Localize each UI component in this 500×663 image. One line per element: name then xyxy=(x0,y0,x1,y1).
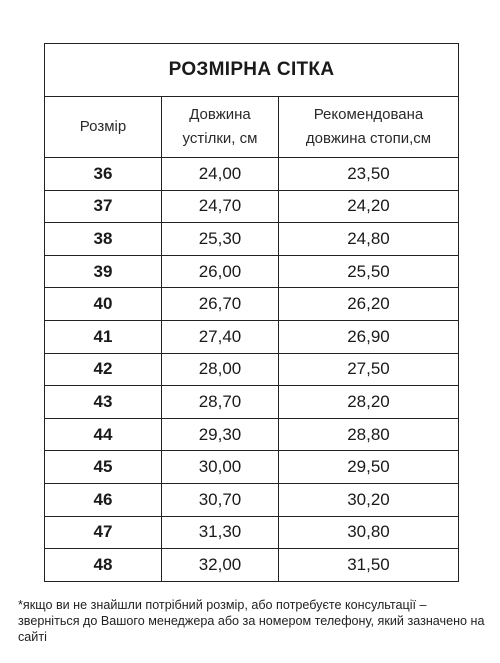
table-row xyxy=(45,288,459,321)
header-insole-length xyxy=(162,97,279,158)
table-header-row xyxy=(45,97,459,158)
insole-cell: 30,70 xyxy=(162,483,279,516)
size-cell: 46 xyxy=(45,483,162,516)
header-insole-line1: Довжина xyxy=(189,106,251,123)
table-row xyxy=(45,158,459,191)
size-chart-table xyxy=(44,43,459,582)
insole-cell: 26,00 xyxy=(162,255,279,288)
table-row xyxy=(45,483,459,516)
insole-cell: 24,00 xyxy=(162,158,279,191)
insole-cell: 27,40 xyxy=(162,320,279,353)
size-cell: 42 xyxy=(45,353,162,386)
insole-cell: 28,00 xyxy=(162,353,279,386)
foot-cell: 30,20 xyxy=(279,483,459,516)
size-cell: 41 xyxy=(45,320,162,353)
footnote: *якщо ви не знайшли потрібний розмір, або потребуєте консультації – зверніться до Вашого менеджера або за номером телефону, який зазначено на сайті xyxy=(18,598,485,644)
table-row xyxy=(45,386,459,419)
table-title-row xyxy=(45,44,459,97)
table-row xyxy=(45,320,459,353)
table-row xyxy=(45,353,459,386)
table-row xyxy=(45,516,459,549)
foot-cell: 31,50 xyxy=(279,549,459,582)
foot-cell: 27,50 xyxy=(279,353,459,386)
insole-cell: 29,30 xyxy=(162,418,279,451)
header-foot-length xyxy=(279,97,459,158)
foot-cell: 23,50 xyxy=(279,158,459,191)
size-cell: 39 xyxy=(45,255,162,288)
foot-cell: 29,50 xyxy=(279,451,459,484)
size-cell: 36 xyxy=(45,158,162,191)
foot-cell: 26,20 xyxy=(279,288,459,321)
insole-cell: 24,70 xyxy=(162,190,279,223)
table-row xyxy=(45,418,459,451)
foot-cell: 25,50 xyxy=(279,255,459,288)
insole-cell: 25,30 xyxy=(162,223,279,256)
insole-cell: 30,00 xyxy=(162,451,279,484)
foot-cell: 28,80 xyxy=(279,418,459,451)
table-title: РОЗМІРНА СІТКА xyxy=(45,44,459,97)
header-size: Розмір xyxy=(45,97,162,158)
foot-cell: 30,80 xyxy=(279,516,459,549)
size-cell: 40 xyxy=(45,288,162,321)
size-cell: 47 xyxy=(45,516,162,549)
table-row xyxy=(45,451,459,484)
header-foot-line1: Рекомендована xyxy=(313,106,424,123)
size-cell: 38 xyxy=(45,223,162,256)
size-cell: 37 xyxy=(45,190,162,223)
foot-cell: 26,90 xyxy=(279,320,459,353)
table-row xyxy=(45,549,459,582)
size-cell: 44 xyxy=(45,418,162,451)
foot-cell: 24,80 xyxy=(279,223,459,256)
table-row xyxy=(45,223,459,256)
size-cell: 45 xyxy=(45,451,162,484)
insole-cell: 31,30 xyxy=(162,516,279,549)
insole-cell: 26,70 xyxy=(162,288,279,321)
table-row xyxy=(45,190,459,223)
header-insole-line2: устілки, см xyxy=(182,130,258,147)
table-row xyxy=(45,255,459,288)
insole-cell: 28,70 xyxy=(162,386,279,419)
insole-cell: 32,00 xyxy=(162,549,279,582)
foot-cell: 24,20 xyxy=(279,190,459,223)
size-cell: 43 xyxy=(45,386,162,419)
header-foot-line2: довжина стопи,см xyxy=(305,130,432,147)
size-cell: 48 xyxy=(45,549,162,582)
foot-cell: 28,20 xyxy=(279,386,459,419)
